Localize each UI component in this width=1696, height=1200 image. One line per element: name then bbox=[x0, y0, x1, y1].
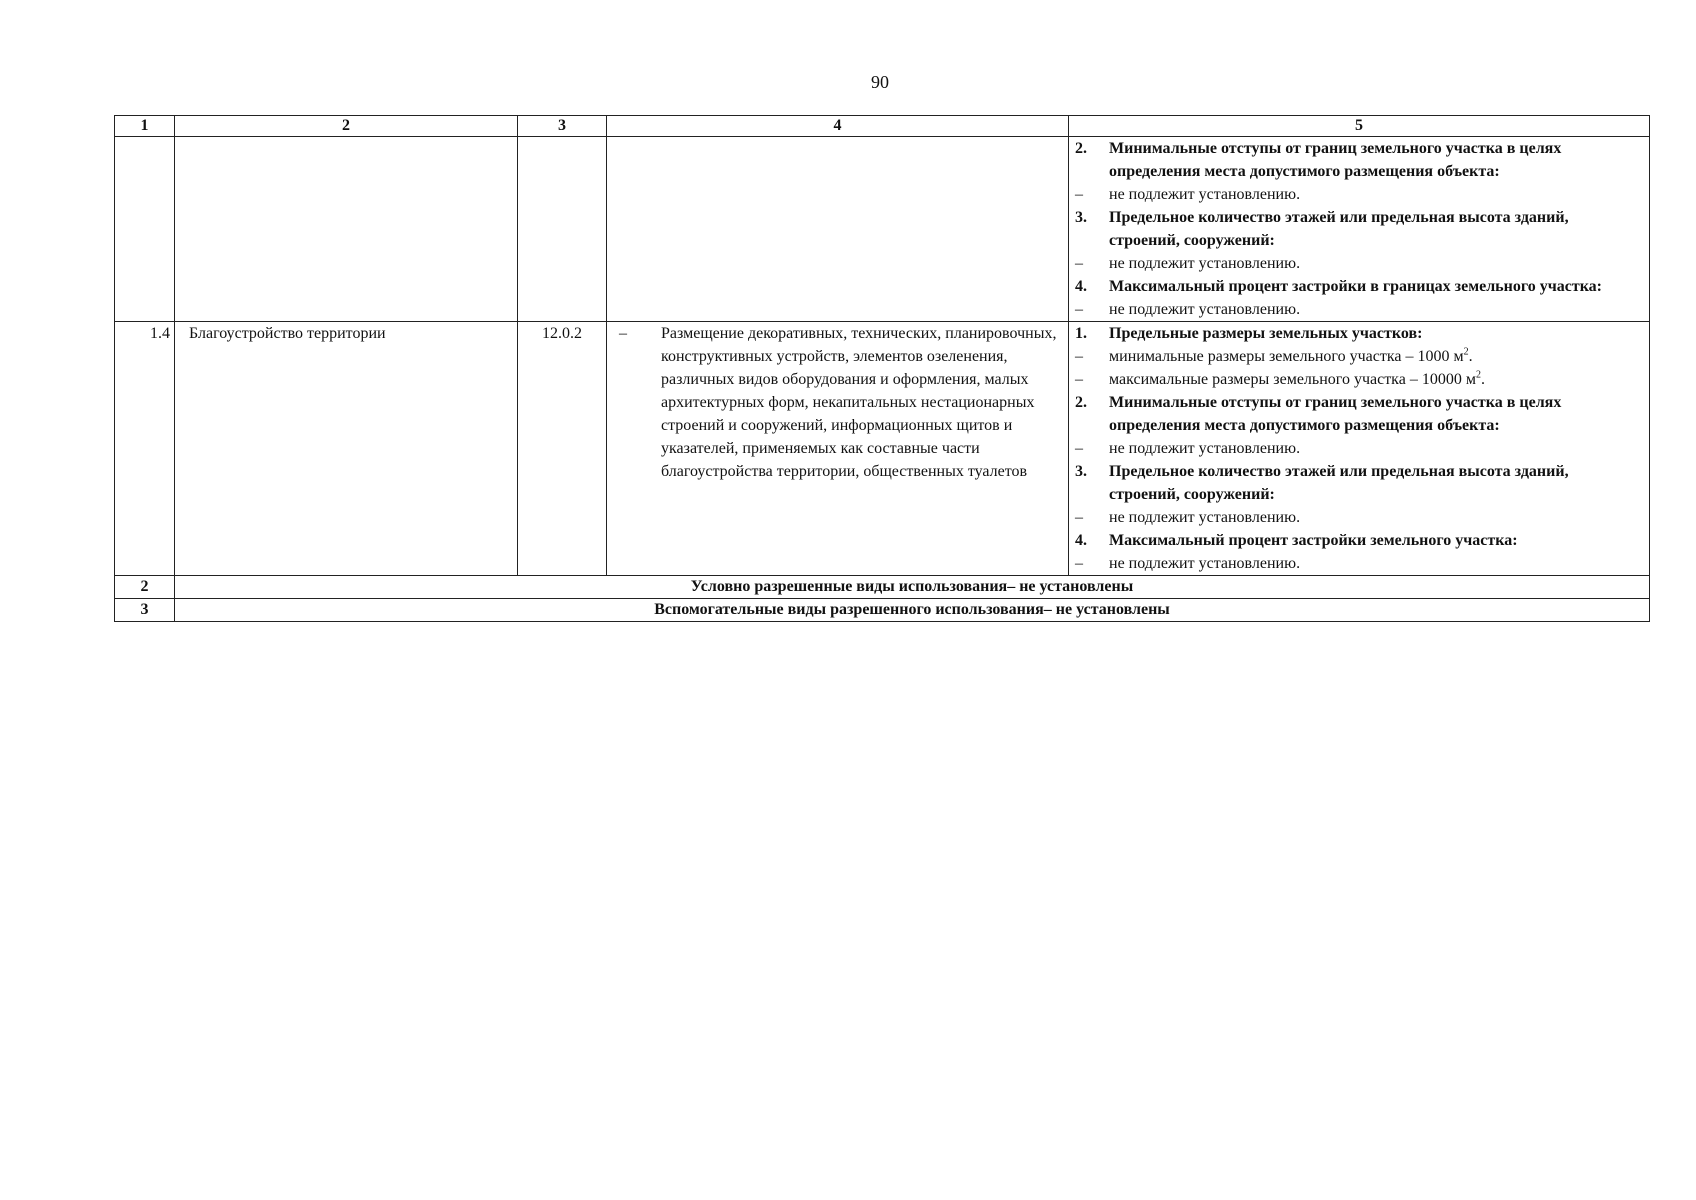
auxiliary-uses-text: Вспомогательные виды разрешенного использования– не установлены bbox=[175, 599, 1650, 622]
dash-marker: – bbox=[1075, 301, 1083, 318]
description-text: Размещение декоративных, технических, планировочных, конструктивных устройств, элементов озеленения, различных видов оборудования и оформления, малых архитектурных форм, некапитальных нестационарных строений и сооружений, информационных щитов и указателей, применяемых как составные части благоустройства территории, общественных туалетов bbox=[661, 325, 1057, 480]
list-number: 1. bbox=[1075, 325, 1087, 342]
parameter-text: Предельное количество этажей или предельная высота зданий, строений, сооружений: bbox=[1109, 463, 1569, 503]
header-col-1: 1 bbox=[115, 116, 175, 137]
table-row-continuation bbox=[115, 137, 1650, 322]
dash-marker: – bbox=[1075, 555, 1083, 572]
parameter-heading bbox=[1075, 460, 1643, 506]
table-row-1-4 bbox=[115, 322, 1650, 576]
parameter-text: не подлежит установлению. bbox=[1109, 555, 1301, 572]
use-type-code: 12.0.2 bbox=[518, 322, 607, 576]
parameter-heading bbox=[1075, 275, 1643, 298]
use-type-name: Благоустройство территории bbox=[175, 322, 518, 576]
list-number: 2. bbox=[1075, 140, 1087, 157]
row-number: 1.4 bbox=[115, 322, 175, 576]
list-number: 4. bbox=[1075, 532, 1087, 549]
parameter-heading bbox=[1075, 322, 1643, 345]
header-col-3: 3 bbox=[518, 116, 607, 137]
parameter-text: минимальные размеры земельного участка – 1000 м bbox=[1109, 348, 1464, 365]
parameter-heading bbox=[1075, 206, 1643, 252]
parameter-value bbox=[1075, 252, 1643, 275]
parameter-text-tail: . bbox=[1480, 371, 1485, 388]
parameter-value bbox=[1075, 368, 1643, 391]
header-col-5: 5 bbox=[1069, 116, 1650, 137]
header-col-4: 4 bbox=[607, 116, 1069, 137]
dash-marker: – bbox=[1075, 371, 1083, 388]
dash-marker: – bbox=[1075, 348, 1083, 365]
parameter-heading bbox=[1075, 137, 1643, 183]
list-number: 3. bbox=[1075, 209, 1087, 226]
parameter-text: Минимальные отступы от границ земельного участка в целях определения места допустимого размещения объекта: bbox=[1109, 140, 1562, 180]
header-row bbox=[115, 116, 1650, 137]
parameter-text: Максимальный процент застройки в границах земельного участка: bbox=[1109, 278, 1602, 295]
parameters-cell bbox=[1069, 322, 1650, 576]
parameter-value bbox=[1075, 345, 1643, 368]
parameter-text: Минимальные отступы от границ земельного участка в целях определения места допустимого размещения объекта: bbox=[1109, 394, 1562, 434]
document-table bbox=[114, 115, 1650, 622]
list-number: 4. bbox=[1075, 278, 1087, 295]
header-col-2: 2 bbox=[175, 116, 518, 137]
parameter-value bbox=[1075, 506, 1643, 529]
conditional-uses-text: Условно разрешенные виды использования– не установлены bbox=[175, 576, 1650, 599]
superscript: 2 bbox=[1463, 346, 1469, 358]
parameter-heading bbox=[1075, 391, 1643, 437]
dash-marker: – bbox=[1075, 186, 1083, 203]
list-number: 2. bbox=[1075, 394, 1087, 411]
list-number: 3. bbox=[1075, 463, 1087, 480]
row-number: 2 bbox=[115, 576, 175, 599]
superscript: 2 bbox=[1475, 369, 1481, 381]
parameters-cell bbox=[1069, 137, 1650, 322]
use-type-description bbox=[607, 322, 1069, 576]
dash-marker: – bbox=[1075, 255, 1083, 272]
parameter-text: не подлежит установлению. bbox=[1109, 301, 1301, 318]
parameter-value bbox=[1075, 552, 1643, 575]
parameter-heading bbox=[1075, 529, 1643, 552]
page-number: 90 bbox=[871, 72, 889, 92]
parameter-text: не подлежит установлению. bbox=[1109, 186, 1301, 203]
parameter-value bbox=[1075, 298, 1643, 321]
parameter-text: максимальные размеры земельного участка – 10000 м bbox=[1109, 371, 1476, 388]
parameter-text-tail: . bbox=[1468, 348, 1473, 365]
dash-marker: – bbox=[1075, 440, 1083, 457]
dash-marker: – bbox=[1075, 509, 1083, 526]
parameter-text: Предельные размеры земельных участков: bbox=[1109, 325, 1423, 342]
parameter-text: не подлежит установлению. bbox=[1109, 255, 1301, 272]
row-number: 3 bbox=[115, 599, 175, 622]
parameter-value bbox=[1075, 183, 1643, 206]
parameter-text: Предельное количество этажей или предельная высота зданий, строений, сооружений: bbox=[1109, 209, 1569, 249]
dash-marker: – bbox=[619, 325, 627, 342]
parameter-text: не подлежит установлению. bbox=[1109, 440, 1301, 457]
table-row-2 bbox=[115, 576, 1650, 599]
parameter-value bbox=[1075, 437, 1643, 460]
parameter-text: не подлежит установлению. bbox=[1109, 509, 1301, 526]
parameter-text: Максимальный процент застройки земельного участка: bbox=[1109, 532, 1518, 549]
table-row-3 bbox=[115, 599, 1650, 622]
